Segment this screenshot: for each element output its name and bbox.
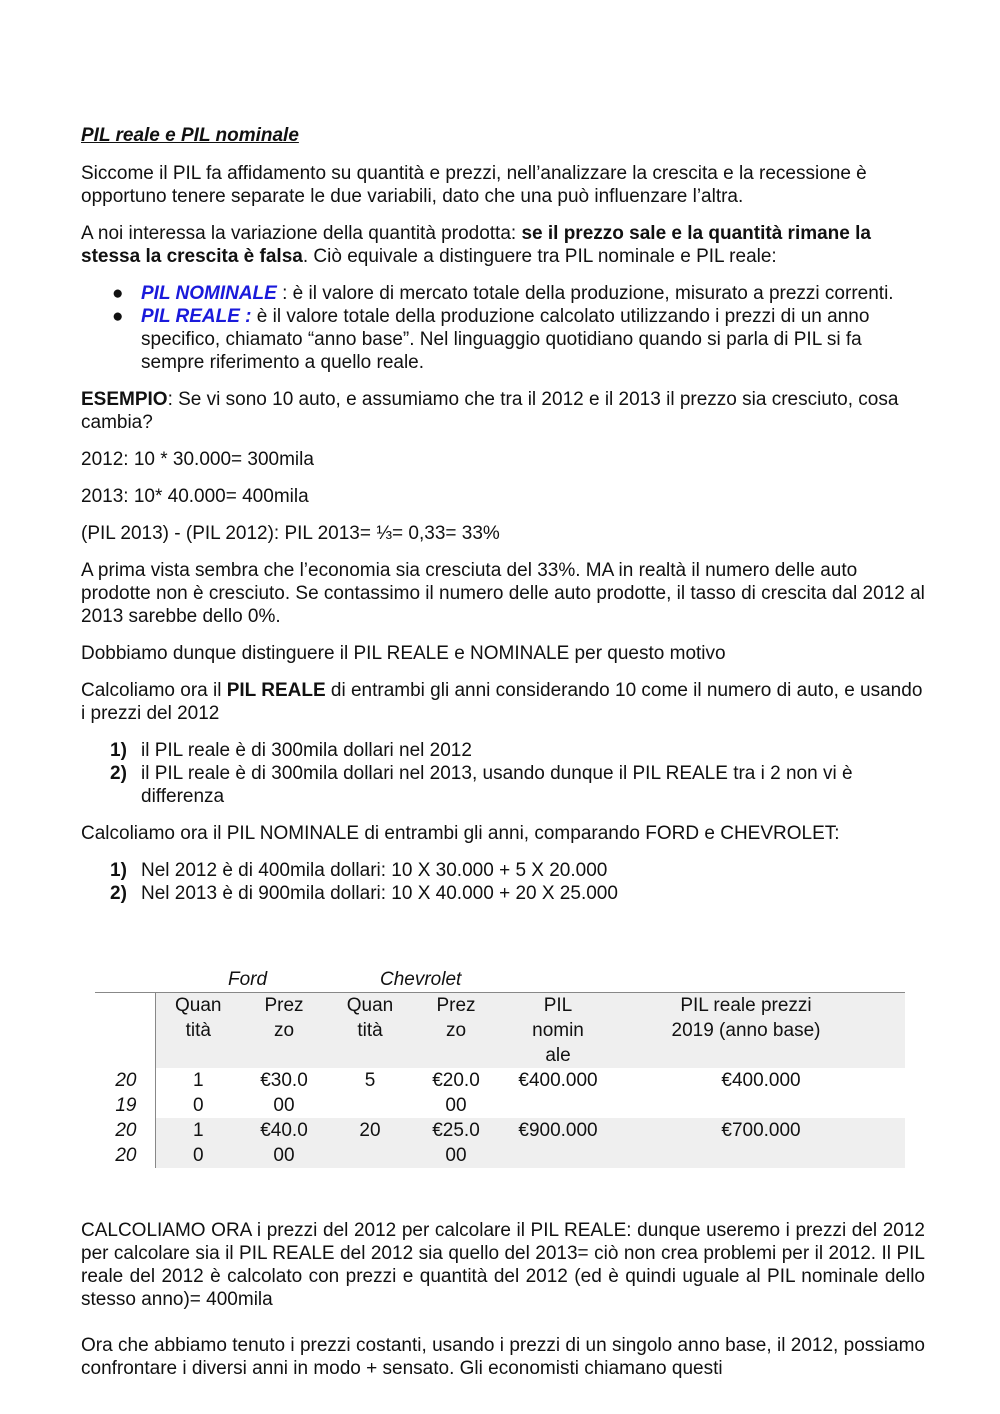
list-number: 2) bbox=[110, 763, 127, 784]
term-nominale: PIL NOMINALE bbox=[141, 283, 277, 304]
table-cell: €900.000 bbox=[499, 1118, 617, 1168]
paragraph-growth: A prima vista sembra che l’economia sia cresciuta del 33%. MA in realtà il numero delle auto prodotte non è cresciuto. Se contassimo il numero delle auto prodotte, il tasso di crescita dal 2012 al 2013 sarebbe dello 0%. bbox=[81, 560, 925, 627]
table-cell: €20.0 00 bbox=[432, 1070, 480, 1116]
calc-line: (PIL 2013) - (PIL 2012): PIL 2013= ⅓= 0,33= 33% bbox=[81, 523, 500, 544]
table-cell: €400.000 bbox=[721, 1070, 801, 1091]
table-cell: €400.000 bbox=[518, 1070, 598, 1091]
table-cell: 20 bbox=[327, 1118, 413, 1168]
page-title: PIL reale e PIL nominale bbox=[81, 125, 299, 146]
list-number: 2) bbox=[110, 883, 127, 904]
calc-line: 2012: 10 * 30.000= 300mila bbox=[81, 449, 314, 470]
paragraph-constant-prices: Ora che abbiamo tenuto i prezzi costanti, usando i prezzi di un singolo anno base, il 2012, possiamo confrontare i diversi anni in modo + sensato. Gli economisti chiamano questi bbox=[81, 1335, 925, 1379]
list-number: 1) bbox=[110, 740, 127, 761]
text-span: . Ciò equivale a distinguere tra PIL nominale e PIL reale: bbox=[302, 246, 777, 267]
paragraph-real-gdp bbox=[81, 679, 925, 725]
text-span: Calcoliamo ora il bbox=[81, 680, 227, 701]
gdp-table bbox=[95, 992, 905, 1168]
term-reale: PIL REALE : bbox=[141, 306, 252, 327]
example-label: ESEMPIO bbox=[81, 389, 168, 410]
table-cell: 1 0 bbox=[192, 1070, 204, 1116]
list-text: Nel 2013 è di 900mila dollari: 10 X 40.000 + 20 X 25.000 bbox=[141, 883, 618, 904]
list-item bbox=[81, 739, 925, 762]
header-cell: PIL reale prezzi 2019 (anno base) bbox=[617, 993, 905, 1069]
bullet-icon: ● bbox=[112, 283, 124, 304]
table-cell: €30.0 00 bbox=[260, 1070, 308, 1116]
text-span: di entrambi gli anni considerando 10 come il numero di auto, e usando i prezzi del 2012 bbox=[81, 680, 923, 724]
list-item bbox=[81, 882, 925, 905]
table-header-row bbox=[95, 993, 905, 1069]
table-cell: €40.0 00 bbox=[241, 1118, 327, 1168]
list-item bbox=[81, 762, 925, 808]
list-item bbox=[81, 305, 925, 374]
year-cell: 20 20 bbox=[95, 1118, 155, 1168]
paragraph-nominal: Calcoliamo ora il PIL NOMINALE di entrambi gli anni, comparando FORD e CHEVROLET: bbox=[81, 823, 840, 844]
list-text: il PIL reale è di 300mila dollari nel 2013, usando dunque il PIL REALE tra i 2 non vi è differenza bbox=[141, 763, 853, 807]
table-cell: €700.000 bbox=[617, 1118, 905, 1168]
bullet-icon: ● bbox=[112, 306, 124, 327]
example-text: : Se vi sono 10 auto, e assumiamo che tra il 2012 e il 2013 il prezzo sia cresciuto, cosa cambia? bbox=[81, 389, 899, 433]
definition-list bbox=[81, 282, 925, 374]
list-number: 1) bbox=[110, 860, 127, 881]
table-cell: 5 bbox=[364, 1070, 376, 1091]
list-text: Nel 2012 è di 400mila dollari: 10 X 30.000 + 5 X 20.000 bbox=[141, 860, 608, 881]
paragraph-interest bbox=[81, 222, 925, 268]
header-cell bbox=[95, 993, 155, 1069]
calc-line: 2013: 10* 40.000= 400mila bbox=[81, 486, 309, 507]
nominal-gdp-list bbox=[81, 859, 925, 905]
paragraph-distinguish: Dobbiamo dunque distinguere il PIL REALE e NOMINALE per questo motivo bbox=[81, 643, 726, 664]
header-cell: PIL nomin ale bbox=[499, 993, 617, 1069]
list-text: il PIL reale è di 300mila dollari nel 2012 bbox=[141, 740, 472, 761]
header-cell: Prez zo bbox=[241, 993, 327, 1069]
year-cell: 20 19 bbox=[95, 1068, 155, 1118]
table-cell: €25.0 00 bbox=[413, 1118, 499, 1168]
document-body-continued bbox=[81, 1219, 925, 1380]
real-gdp-list bbox=[81, 739, 925, 808]
table-row bbox=[95, 1068, 905, 1118]
bold-span: PIL REALE bbox=[226, 680, 326, 701]
header-cell: Prez zo bbox=[413, 993, 499, 1069]
table-cell: 1 0 bbox=[155, 1118, 241, 1168]
list-item bbox=[81, 282, 925, 305]
list-item bbox=[81, 859, 925, 882]
definition-text: è il valore totale della produzione calcolato utilizzando i prezzi di un anno specifico, chiamato “anno base”. Nel linguaggio quotidiano quando si parla di PIL si fa sempre riferimento a quello reale. bbox=[141, 306, 870, 373]
definition-text: : è il valore di mercato totale della produzione, misurato a prezzi correnti. bbox=[276, 283, 894, 304]
gdp-table-wrap bbox=[95, 969, 905, 1168]
header-cell: Quan tità bbox=[155, 993, 241, 1069]
text-span: A noi interessa la variazione della quantità prodotta: bbox=[81, 223, 522, 244]
paragraph-intro: Siccome il PIL fa affidamento su quantità e prezzi, nell’analizzare la crescita e la recessione è opportuno tenere separate le due variabili, dato che una può influenzare l’altra. bbox=[81, 163, 867, 207]
table-row bbox=[95, 1118, 905, 1168]
paragraph-example bbox=[81, 388, 925, 434]
document-body bbox=[81, 124, 925, 919]
table-group-header bbox=[95, 969, 905, 992]
bold-span: se il prezzo sale e la quantità rimane la stessa la crescita è falsa bbox=[81, 223, 871, 267]
group-ford: Ford bbox=[228, 969, 268, 990]
group-chevrolet: Chevrolet bbox=[380, 969, 462, 990]
header-cell: Quan tità bbox=[327, 993, 413, 1069]
paragraph-calcoliamo: CALCOLIAMO ORA i prezzi del 2012 per calcolare il PIL REALE: dunque useremo i prezzi del 2012 per calcolare sia il PIL REALE del 2012 sia quello del 2013= ciò non crea problemi per il 2012. Il PIL reale del 2012 è calcolato con prezzi e quantità del 2012 (ed è quindi uguale al PIL nominale dello stesso anno)= 400mila bbox=[81, 1220, 925, 1310]
